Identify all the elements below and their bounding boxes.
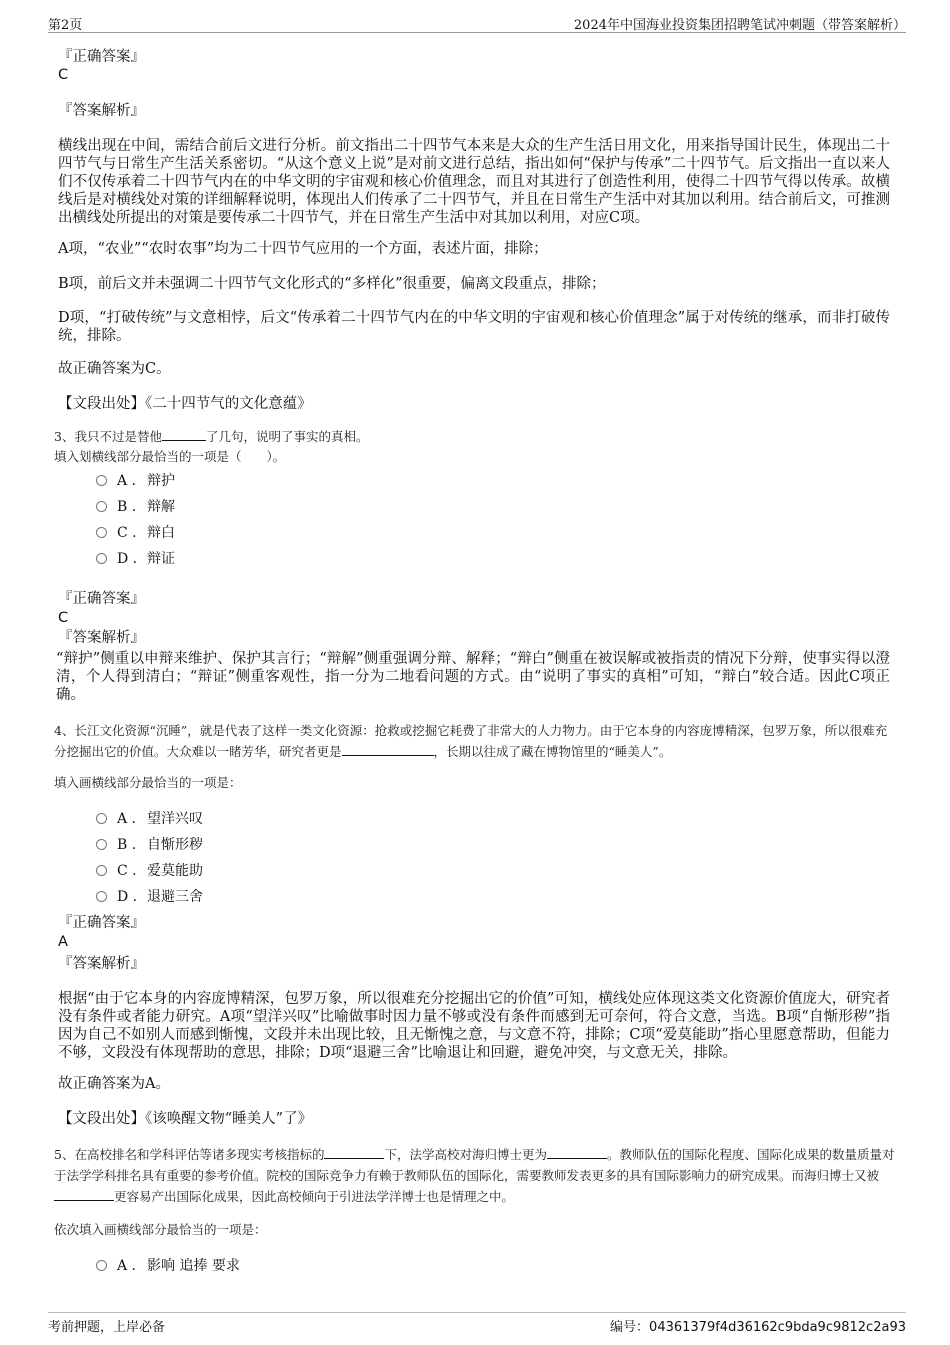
question-prompt: 填入画横线部分最恰当的一项是： xyxy=(54,775,242,790)
question-stem xyxy=(54,1144,896,1207)
question-stem xyxy=(54,720,896,762)
question-prompt: 依次填入画横线部分最恰当的一项是： xyxy=(54,1222,267,1237)
blank-line xyxy=(342,743,434,756)
page-footer xyxy=(48,1312,906,1335)
option-letter: A . xyxy=(117,1258,137,1274)
stem-text: 了几句，说明了事实的真相。 xyxy=(205,429,369,444)
option-letter: D . xyxy=(117,551,138,567)
answer-label: 『正确答案』 xyxy=(58,915,145,931)
blank-line xyxy=(324,1146,384,1159)
option-text: 影响 追捧 要求 xyxy=(147,1258,240,1274)
radio-icon[interactable] xyxy=(96,475,107,486)
option-d[interactable] xyxy=(96,548,175,568)
option-letter: A . xyxy=(117,473,137,489)
question-stem xyxy=(54,427,896,447)
analysis-paragraph: 根据“由于它本身的内容庞博精深，包罗万象，所以很难充分挖掘出它的价值”可知，横线处应体现这类文化资源价值庞大，研究者没有条件或者能力研究。A项“望洋兴叹”比喻做事时因力量不够或没有条件而感到无可奈何，符合文意，当选。B项“自惭形秽”指因为自己不如别人而感到惭愧，文段并未出现比较，且无惭愧之意，与文意不符，排除；C项“爱莫能助”指心里愿意帮助，但能力不够，文段没有体现帮助的意思，排除；D项“退避三舍”比喻退让和回避，避免冲突，与文意无关，排除。 xyxy=(58,991,890,1061)
analysis-label: 『答案解析』 xyxy=(58,956,145,972)
document-id: 编号：04361379f4d36162c9bda9c9812c2a93 xyxy=(610,1320,906,1335)
source-citation: 【文段出处】《二十四节气的文化意蕴》 xyxy=(58,396,312,412)
analysis-paragraph: D项，“打破传统”与文意相悖，后文“传承着二十四节气内在的中华文明的宇宙观和核心价值理念”属于对传统的继承，而非打破传统，排除。 xyxy=(58,310,890,344)
stem-text: 更容易产出国际化成果，因此高校倾向于引进法学洋博士也是情理之中。 xyxy=(114,1189,515,1204)
analysis-conclusion: 故正确答案为A。 xyxy=(58,1076,170,1092)
option-letter: C . xyxy=(117,863,137,879)
option-d[interactable] xyxy=(96,886,203,906)
answer-label: 『正确答案』 xyxy=(58,49,145,65)
analysis-paragraph: “辩护”侧重以申辩来维护、保护其言行；“辩解”侧重强调分辩、解释；“辩白”侧重在被误解或被指责的情况下分辩，使事实得以澄清，个人得到清白；“辩证”侧重客观性，指一分为二地看问题的方式。由“说明了事实的真相”可知，“辩白”较合适。因此C项正确。 xyxy=(56,651,890,703)
blank-line xyxy=(54,1188,114,1201)
stem-text: 下，法学高校对海归博士更为 xyxy=(384,1147,547,1162)
option-c[interactable] xyxy=(96,860,203,880)
radio-icon[interactable] xyxy=(96,865,107,876)
answer-value: C xyxy=(58,610,69,626)
source-citation: 【文段出处】《该唤醒文物“睡美人”了》 xyxy=(58,1111,313,1127)
option-text: 爱莫能助 xyxy=(147,863,203,879)
option-text: 辩护 xyxy=(147,473,175,489)
radio-icon[interactable] xyxy=(96,813,107,824)
radio-icon[interactable] xyxy=(96,501,107,512)
option-text: 自惭形秽 xyxy=(147,837,203,853)
option-text: 退避三舍 xyxy=(147,889,203,905)
analysis-conclusion: 故正确答案为C。 xyxy=(58,361,171,377)
analysis-label: 『答案解析』 xyxy=(58,103,145,119)
question-prompt: 填入划横线部分最恰当的一项是（ ）。 xyxy=(54,449,286,464)
radio-icon[interactable] xyxy=(96,891,107,902)
radio-icon[interactable] xyxy=(96,1260,107,1271)
stem-text: 5、在高校排名和学科评估等诸多现实考核指标的 xyxy=(54,1147,325,1162)
stem-text: 4、长江文化资源“沉睡”，就是代表了这样一类文化资源：抢救或挖掘它耗费了非常大的人力物力。由于它本身的内容庞博精深，包罗万象，所以很难充分挖掘出它的价值。大众难以一睹芳华，研究者更是 xyxy=(54,723,888,759)
option-text: 辩证 xyxy=(147,551,175,567)
analysis-paragraph: 横线出现在中间，需结合前后文进行分析。前文指出二十四节气本来是大众的生产生活日用文化，用来指导国计民生，体现出二十四节气与日常生产生活关系密切。“从这个意义上说”是对前文进行总结，指出如何“保护与传承”二十四节气。后文指出一直以来人们不仅传承着二十四节气内在的中华文明的宇宙观和核心价值理念，而且对其进行了创造性利用，使得二十四节气得以传承。故横线后是对横线处对策的详细解释说明，体现出人们传承了二十四节气，并且在日常生产生活中对其加以利用。结合前后文，可推测出横线处所提出的对策是要传承二十四节气，并在日常生产生活中对其加以利用，对应C项。 xyxy=(58,138,890,226)
document-title: 2024年中国海业投资集团招聘笔试冲刺题（带答案解析） xyxy=(573,18,906,33)
analysis-label: 『答案解析』 xyxy=(58,630,145,646)
option-b[interactable] xyxy=(96,834,203,854)
option-c[interactable] xyxy=(96,522,175,542)
stem-text: ，长期以往成了藏在博物馆里的“睡美人”。 xyxy=(433,744,672,759)
analysis-paragraph: B项，前后文并未强调二十四节气文化形式的“多样化”很重要，偏离文段重点，排除； xyxy=(58,276,606,292)
radio-icon[interactable] xyxy=(96,553,107,564)
blank-line xyxy=(162,428,206,441)
option-a[interactable] xyxy=(96,1255,240,1275)
option-letter: C . xyxy=(117,525,137,541)
footer-slogan: 考前押题，上岸必备 xyxy=(48,1320,166,1335)
option-b[interactable] xyxy=(96,496,175,516)
option-text: 望洋兴叹 xyxy=(147,811,203,827)
page-number: 第2页 xyxy=(48,18,83,33)
stem-text: 3、我只不过是替他 xyxy=(54,429,162,444)
option-letter: D . xyxy=(117,889,138,905)
radio-icon[interactable] xyxy=(96,527,107,538)
option-letter: B . xyxy=(117,837,137,853)
answer-label: 『正确答案』 xyxy=(58,591,145,607)
option-text: 辩白 xyxy=(147,525,175,541)
analysis-paragraph: A项，“农业”“农时农事”均为二十四节气应用的一个方面，表述片面，排除； xyxy=(58,241,548,257)
page-header xyxy=(48,12,906,33)
option-letter: B . xyxy=(117,499,137,515)
blank-line xyxy=(547,1146,607,1159)
option-a[interactable] xyxy=(96,470,175,490)
option-letter: A . xyxy=(117,811,137,827)
option-text: 辩解 xyxy=(147,499,175,515)
answer-value: C xyxy=(58,67,69,83)
radio-icon[interactable] xyxy=(96,839,107,850)
answer-value: A xyxy=(58,934,68,950)
stem-text: 。教师队伍的国际化程度、国际化成果的数量质量对于法学学科排名具有重要的参考价值。院校的国际竞争力有赖于教师队伍的国际化，需要教师发表更多的具有国际影响力的研究成果。而海归博士又被 xyxy=(54,1147,895,1183)
option-a[interactable] xyxy=(96,808,203,828)
